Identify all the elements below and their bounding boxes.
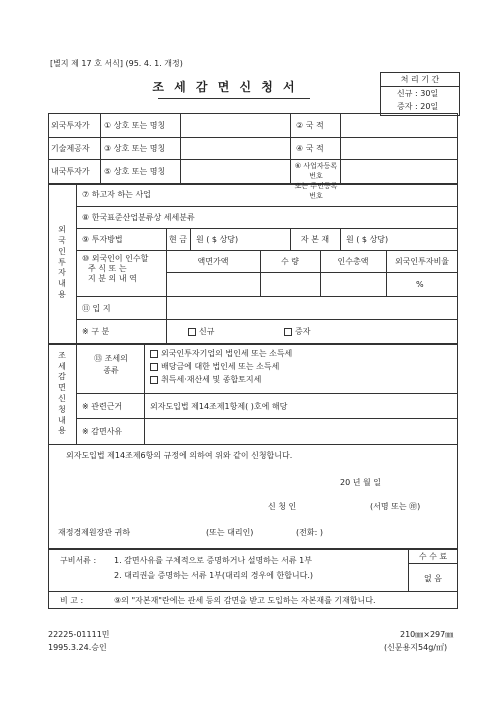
foreign-investment-label-char: 외 [58,225,66,235]
face-value-field[interactable] [168,274,260,296]
tax-reduction-label-char: 내 [58,415,66,425]
category-increase-label: 증자 [295,327,311,336]
remark-text: ⑨의 "자본재"란에는 관세 등의 감면을 받고 도입하는 자본재를 기재합니다. [114,595,376,605]
location-field[interactable] [170,299,457,319]
title-underline [158,98,310,99]
form-number: [별지 제 17 호 서식] (95. 4. 1. 개정) [50,58,183,68]
foreign-investor-nationality-label: ② 국 적 [296,120,324,130]
tax-type-label-line1: ⑬ 조세의 [94,354,128,363]
reduction-reason-field[interactable] [148,421,457,444]
tax-reduction-label-char: 신 [58,394,66,403]
tax-option-acquisition[interactable] [150,373,292,386]
business-label: ⑦ 하고자 하는 사업 [82,190,151,199]
applicant-label: 신 청 인 [268,501,297,511]
tax-option-label: 외국인투자기업의 법인세 또는 소득세 [161,349,293,358]
foreign-investor-name-label: ① 상호 또는 명칭 [104,120,166,130]
tax-option-corporate[interactable] [150,347,292,360]
foreign-investment-section-label [48,183,76,343]
tax-reduction-label-char: 조 [58,350,66,360]
tech-provider-name-field[interactable] [182,139,290,160]
business-field[interactable] [200,185,457,206]
tax-reduction-label-char: 면 [58,383,66,393]
legal-basis-value[interactable]: 외자도입법 제14조제1항제( )호에 해당 [150,401,288,411]
foreign-investment-label-char: 투 [58,257,66,267]
signature-label[interactable]: (서명 또는 ㊞) [370,501,421,511]
paper-type: (신문용지54g/㎡) [384,642,448,652]
tax-options-list [150,347,292,386]
attachment-item-2: 2. 대리권을 증명하는 서류 1부(대리의 경우에 한합니다.) [114,570,314,580]
declaration-statement: 외자도입법 제14조제6항의 규정에 의하여 위와 같이 신청합니다. [66,450,293,460]
classification-field[interactable] [240,208,457,229]
addressee: 재정경제원장관 귀하 [58,527,131,537]
checkbox-tax-option[interactable] [150,363,158,371]
legal-basis-label: ※ 관련근거 [82,401,123,411]
tax-reduction-label-char: 세 [58,361,66,371]
category-new-option[interactable] [188,320,214,343]
tech-provider-nationality-label: ④ 국 적 [296,144,324,153]
tax-reduction-label-char: 용 [58,426,66,436]
registration-label-line1: ⑥ 사업자등록번호 [294,162,338,180]
tax-option-label: 배당금에 대한 법인세 또는 소득세 [161,362,280,371]
domestic-investor-name-label: ⑤ 상호 또는 명칭 [104,167,166,176]
foreign-investor-name-field[interactable] [182,115,290,137]
attachments-label: 구비서류 : [60,555,97,565]
foreign-investment-label-char: 인 [58,246,66,256]
attachment-item-1: 1. 감면사유를 구체적으로 증명하거나 설명하는 서류 1부 [114,555,312,565]
category-label: ※ 구 분 [82,327,110,336]
checkbox-tax-option[interactable] [150,350,158,358]
foreign-investment-label-char: 내 [58,279,66,289]
reduction-reason-label: ※ 감면사유 [82,427,123,436]
approval-date: 1995.3.24.승인 [48,642,107,652]
declaration-date[interactable]: 20 년 월 일 [340,477,381,487]
tech-provider-label: 기술제공자 [51,144,90,153]
shares-col-ratio: 외국인투자비율 [394,256,450,266]
classification-label: ⑧ 한국표준산업분류상 세세분류 [82,213,195,222]
ratio-percent[interactable]: % [416,280,424,289]
shares-label-line1: ⑩ 외국인이 인수할 [82,254,149,263]
paper-size: 210㎜×297㎜ [400,629,454,639]
tax-option-label: 취득세·재산세 및 종합토지세 [161,375,262,384]
foreign-investor-nationality-field[interactable] [342,115,458,137]
processing-period-label: 처 리 기 간 [381,73,459,87]
processing-increase: 증자 : 20일 [397,102,439,111]
foreign-investment-label-char: 용 [58,289,66,299]
agent-label: (또는 대리인) [206,527,254,537]
shares-col-face-value: 액면가액 [197,256,229,266]
foreign-investment-label-char: 국 [58,236,66,245]
shares-label [82,254,166,284]
tech-provider-nationality-field[interactable] [342,139,458,160]
location-label: ⑪ 입 지 [82,303,111,313]
form-code: 22225-01111민 [48,629,110,639]
cash-label: 현 금 [169,235,187,244]
tax-type-label-line2: 종류 [103,366,119,375]
processing-new: 신규 : 30일 [397,89,439,98]
tax-option-dividend[interactable] [150,360,292,373]
investment-method-label: ⑨ 투자방법 [82,235,123,244]
registration-label-line2: 또는 주민등록번호 [294,182,338,200]
fee-label: 수 수 료 [418,551,448,561]
checkbox-tax-option[interactable] [150,376,158,384]
registration-number-label [292,160,340,200]
tax-reduction-label-char: 감 [58,372,66,382]
tax-type-label [78,353,144,377]
domestic-investor-label: 내국투자가 [51,167,90,176]
registration-number-field[interactable] [342,161,458,184]
tax-reduction-label-char: 청 [58,404,66,414]
foreign-investor-label: 외국투자가 [51,120,90,130]
tax-reduction-section-label [48,344,76,444]
capital-goods-value[interactable]: 원 ( $ 상당) [346,235,389,244]
processing-period-box [380,72,460,116]
fee-value: 없 음 [424,573,442,583]
tech-provider-name-label: ③ 상호 또는 명칭 [104,144,166,153]
shares-label-line2: 주 식 또 는 [88,264,127,273]
total-field[interactable] [322,274,386,296]
checkbox-increase[interactable] [284,328,292,336]
remark-label: 비 고 : [60,595,84,605]
shares-label-line3: 지 분 의 내 역 [88,274,137,283]
category-increase-option[interactable] [284,320,310,343]
foreign-investment-label-char: 자 [58,268,66,278]
checkbox-new[interactable] [188,328,196,336]
shares-col-quantity: 수 량 [281,256,299,266]
cash-value[interactable]: 원 ( $ 상당) [196,235,239,244]
domestic-investor-name-field[interactable] [182,161,290,184]
document-title: 조 세 감 면 신 청 서 [152,79,298,94]
capital-goods-label: 자 본 재 [300,235,330,244]
phone-label[interactable]: (전화: ) [296,527,323,537]
quantity-field[interactable] [262,274,320,296]
category-new-label: 신규 [199,327,215,336]
shares-col-total: 인수총액 [337,256,369,266]
